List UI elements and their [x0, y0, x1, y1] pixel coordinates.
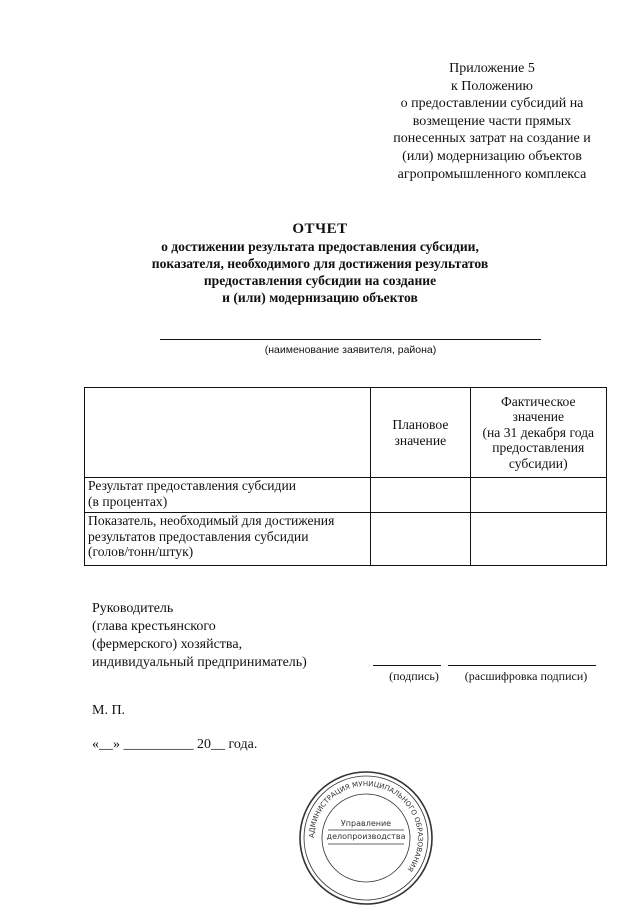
- signature-caption: (подпись): [389, 669, 439, 683]
- appendix-line: (или) модернизацию объектов: [402, 148, 582, 164]
- applicant-caption: (наименование заявителя, района): [264, 344, 437, 356]
- signature-decode-caption: (расшифровка подписи): [464, 669, 588, 683]
- fact-value-cell[interactable]: [470, 513, 606, 566]
- header-cell-plan: [371, 388, 470, 478]
- report-table: [84, 387, 607, 566]
- signatory-title: [92, 600, 307, 672]
- report-subtitle: [120, 238, 520, 306]
- seal-ring-text: АДМИНИСТРАЦИЯ МУНИЦИПАЛЬНОГО ОБРАЗОВАНИЯ: [307, 779, 425, 873]
- row-label-text: (в процентах): [88, 493, 168, 509]
- signature-decode-field[interactable]: [448, 665, 596, 666]
- row-label-text: (голов/тонн/штук): [88, 544, 194, 559]
- header-text: субсидии): [508, 455, 568, 471]
- official-seal-stamp: [296, 768, 436, 908]
- subtitle-line: предоставления субсидии на создание: [203, 273, 437, 288]
- subtitle-line: о достижении результата предоставления субсидии,: [161, 239, 479, 254]
- appendix-note: [372, 60, 612, 183]
- subtitle-line: показателя, необходимого для достижения результатов: [151, 256, 489, 271]
- stamp-place-label: М. П.: [92, 703, 126, 718]
- header-text: значение: [512, 409, 565, 425]
- signatory-line: (глава крестьянского: [92, 619, 216, 634]
- header-text: (на 31 декабря года: [482, 424, 595, 440]
- row-label-text: результатов предоставления субсидии: [88, 528, 309, 544]
- header-cell-empty: [85, 388, 371, 478]
- row-label-indicator: [85, 513, 371, 566]
- header-cell-fact: [470, 388, 606, 478]
- seal-inner-text: делопроизводства: [326, 832, 406, 841]
- header-text: значение: [394, 432, 447, 448]
- appendix-line: Приложение 5: [449, 61, 535, 76]
- appendix-line: агропромышленного комплекса: [397, 166, 587, 182]
- row-label-text: Результат предоставления субсидии: [88, 478, 297, 493]
- table-row: [85, 478, 607, 513]
- table-row: [85, 513, 607, 566]
- appendix-line: к Положению: [450, 78, 533, 94]
- table-header-row: [85, 388, 607, 478]
- appendix-line: о предоставлении субсидий на: [400, 96, 584, 112]
- plan-value-cell[interactable]: [371, 513, 470, 566]
- signatory-line: (фермерского) хозяйства,: [92, 637, 243, 652]
- header-text: Фактическое: [500, 393, 576, 409]
- date-line: «__» __________ 20__ года.: [92, 737, 258, 752]
- fact-value-cell[interactable]: [470, 478, 606, 513]
- appendix-line: понесенных затрат на создание и: [393, 131, 591, 147]
- plan-value-cell[interactable]: [371, 478, 470, 513]
- signatory-line: Руководитель: [92, 601, 174, 616]
- seal-inner-text: Управление: [340, 819, 392, 828]
- header-text: Плановое: [392, 417, 449, 432]
- row-label-result: [85, 478, 371, 513]
- applicant-name-field[interactable]: [160, 339, 541, 340]
- signatory-line: индивидуальный предприниматель): [92, 655, 307, 670]
- row-label-text: Показатель, необходимый для достижения: [88, 513, 335, 528]
- appendix-line: возмещение части прямых: [412, 113, 572, 129]
- report-title: [120, 220, 520, 306]
- signature-field[interactable]: [373, 665, 441, 666]
- header-text: предоставления: [492, 440, 585, 456]
- subtitle-line: и (или) модернизацию объектов: [222, 290, 418, 305]
- report-heading: ОТЧЕТ: [292, 221, 348, 237]
